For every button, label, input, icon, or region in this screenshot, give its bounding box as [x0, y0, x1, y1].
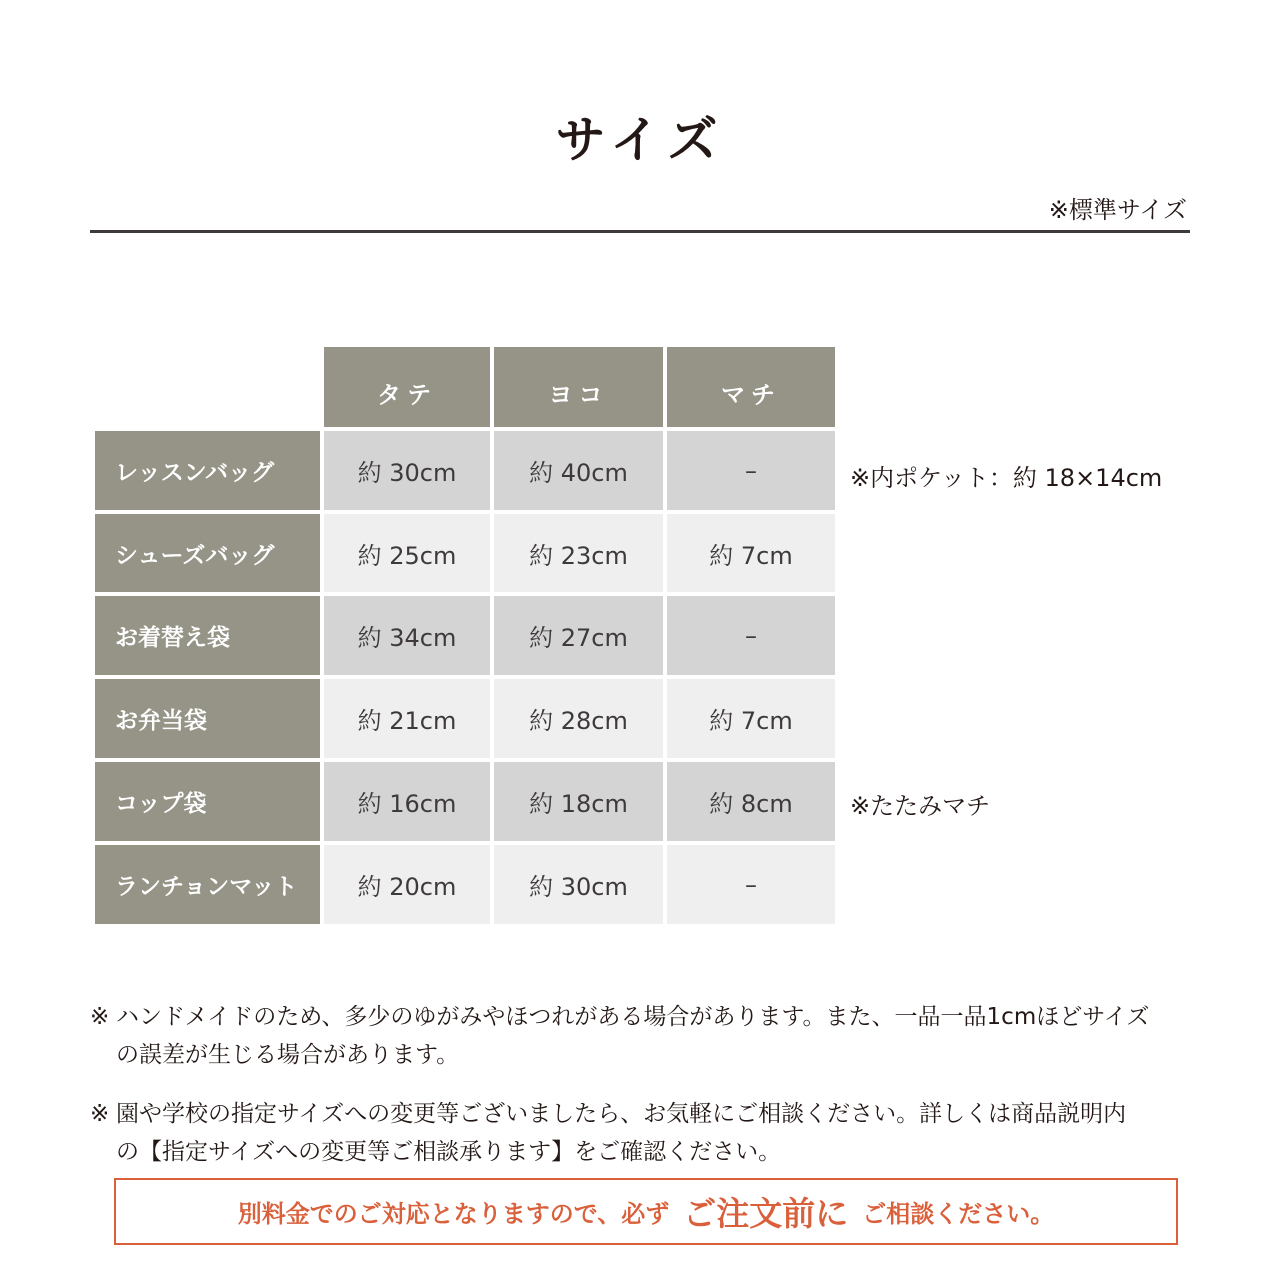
page-title: サイズ [555, 111, 726, 169]
table-cell: – [667, 431, 835, 510]
row-label-lesson-bag: レッスンバッグ [95, 431, 320, 510]
table-cell: 約 20cm [324, 845, 490, 924]
notice-text-after: ご相談ください。 [862, 1200, 1055, 1228]
notice-emphasis: ご注文前に [683, 1194, 849, 1233]
footnote-mark: ※ [90, 1101, 110, 1127]
table-cell: 約 21cm [324, 679, 490, 758]
standard-size-note: ※標準サイズ [1048, 196, 1187, 224]
footnote-line: の誤差が生じる場合があります。 [116, 1042, 460, 1068]
table-cell: 約 23cm [494, 514, 663, 592]
table-cell: 約 27cm [494, 596, 663, 675]
column-header-machi: マチ [667, 347, 835, 427]
footnote-handmade [90, 998, 1190, 1074]
table-cell: 約 30cm [494, 845, 663, 924]
folding-gusset-note: ※たたみマチ [850, 792, 991, 820]
table-cell: 約 7cm [667, 514, 835, 592]
table-cell: 約 34cm [324, 596, 490, 675]
extra-fee-notice-box [114, 1178, 1178, 1245]
footnote-line: ハンドメイドのため、多少のゆがみやほつれがある場合があります。また、一品一品1cmほどサイズ [116, 1004, 1150, 1030]
table-cell: 約 25cm [324, 514, 490, 592]
table-cell: 約 7cm [667, 679, 835, 758]
row-label-changing-bag: お着替え袋 [95, 596, 320, 675]
table-cell: 約 28cm [494, 679, 663, 758]
inner-pocket-note: ※内ポケット：約 18×14cm [850, 464, 1163, 492]
table-cell: – [667, 845, 835, 924]
footnote-custom-size [90, 1095, 1190, 1171]
row-label-luncheon-mat: ランチョンマット [95, 845, 320, 924]
title-divider [90, 230, 1190, 233]
row-label-cup-bag: コップ袋 [95, 762, 320, 841]
table-cell: 約 18cm [494, 762, 663, 841]
column-header-yoko: ヨコ [494, 347, 663, 427]
table-cell: 約 8cm [667, 762, 835, 841]
column-header-tate: タテ [324, 347, 490, 427]
table-cell: 約 30cm [324, 431, 490, 510]
table-cell: 約 40cm [494, 431, 663, 510]
footnote-line: 園や学校の指定サイズへの変更等ございましたら、お気軽にご相談ください。詳しくは商品説明内 [116, 1101, 1127, 1127]
notice-text-before: 別料金でのご対応となりますので、必ず [237, 1200, 670, 1228]
table-cell: 約 16cm [324, 762, 490, 841]
table-cell: – [667, 596, 835, 675]
footnote-mark: ※ [90, 1004, 110, 1030]
row-label-shoes-bag: シューズバッグ [95, 514, 320, 592]
row-label-lunch-bag: お弁当袋 [95, 679, 320, 758]
footnote-line: の【指定サイズへの変更等ご相談承ります】をご確認ください。 [116, 1139, 782, 1165]
